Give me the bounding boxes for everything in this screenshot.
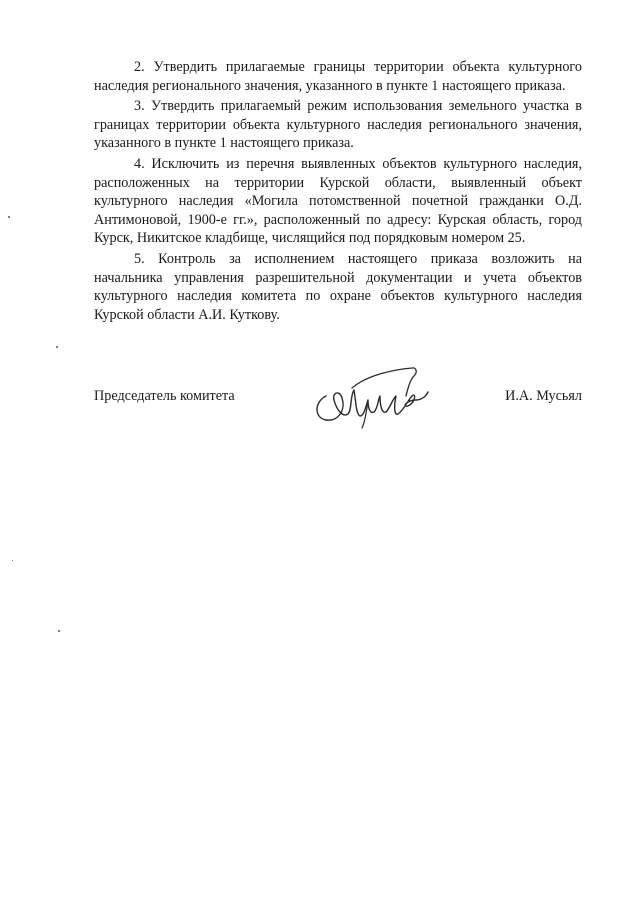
paragraph-2: 2. Утвердить прилагаемые границы территории объекта культурного наследия регионального значения, указанного в пункте 1 настоящего приказа.	[94, 59, 582, 94]
handwritten-signature	[312, 366, 430, 430]
signer-name: И.А. Мусьял	[505, 388, 582, 404]
paragraph-5: 5. Контроль за исполнением настоящего приказа возложить на начальника управления разрешительной документации и учета объектов культурного наследия комитета по охране объектов культурного наследия Курской области А.И. Куткову.	[94, 250, 582, 323]
signer-title: Председатель комитета	[94, 388, 235, 404]
paragraph-3: 3. Утвердить прилагаемый режим использования земельного участка в границах территории объекта культурного наследия регионального значения, указанного в пункте 1 настоящего приказа.	[94, 98, 582, 152]
scan-speck	[56, 346, 58, 348]
document-body	[94, 58, 582, 326]
scan-speck	[58, 630, 60, 632]
scan-speck	[8, 216, 10, 218]
paragraph-4: 4. Исключить из перечня выявленных объектов культурного наследия, расположенных на территории Курской области, выявленный объект культурного наследия «Могила потомственной почетной гражданки О.Д. Антимоновой, 1900-е гг.», расположенный по адресу: Курская область, город Курск, Никитское кладбище, числящийся под порядковым номером 25.	[94, 155, 582, 247]
scan-speck	[12, 560, 13, 561]
